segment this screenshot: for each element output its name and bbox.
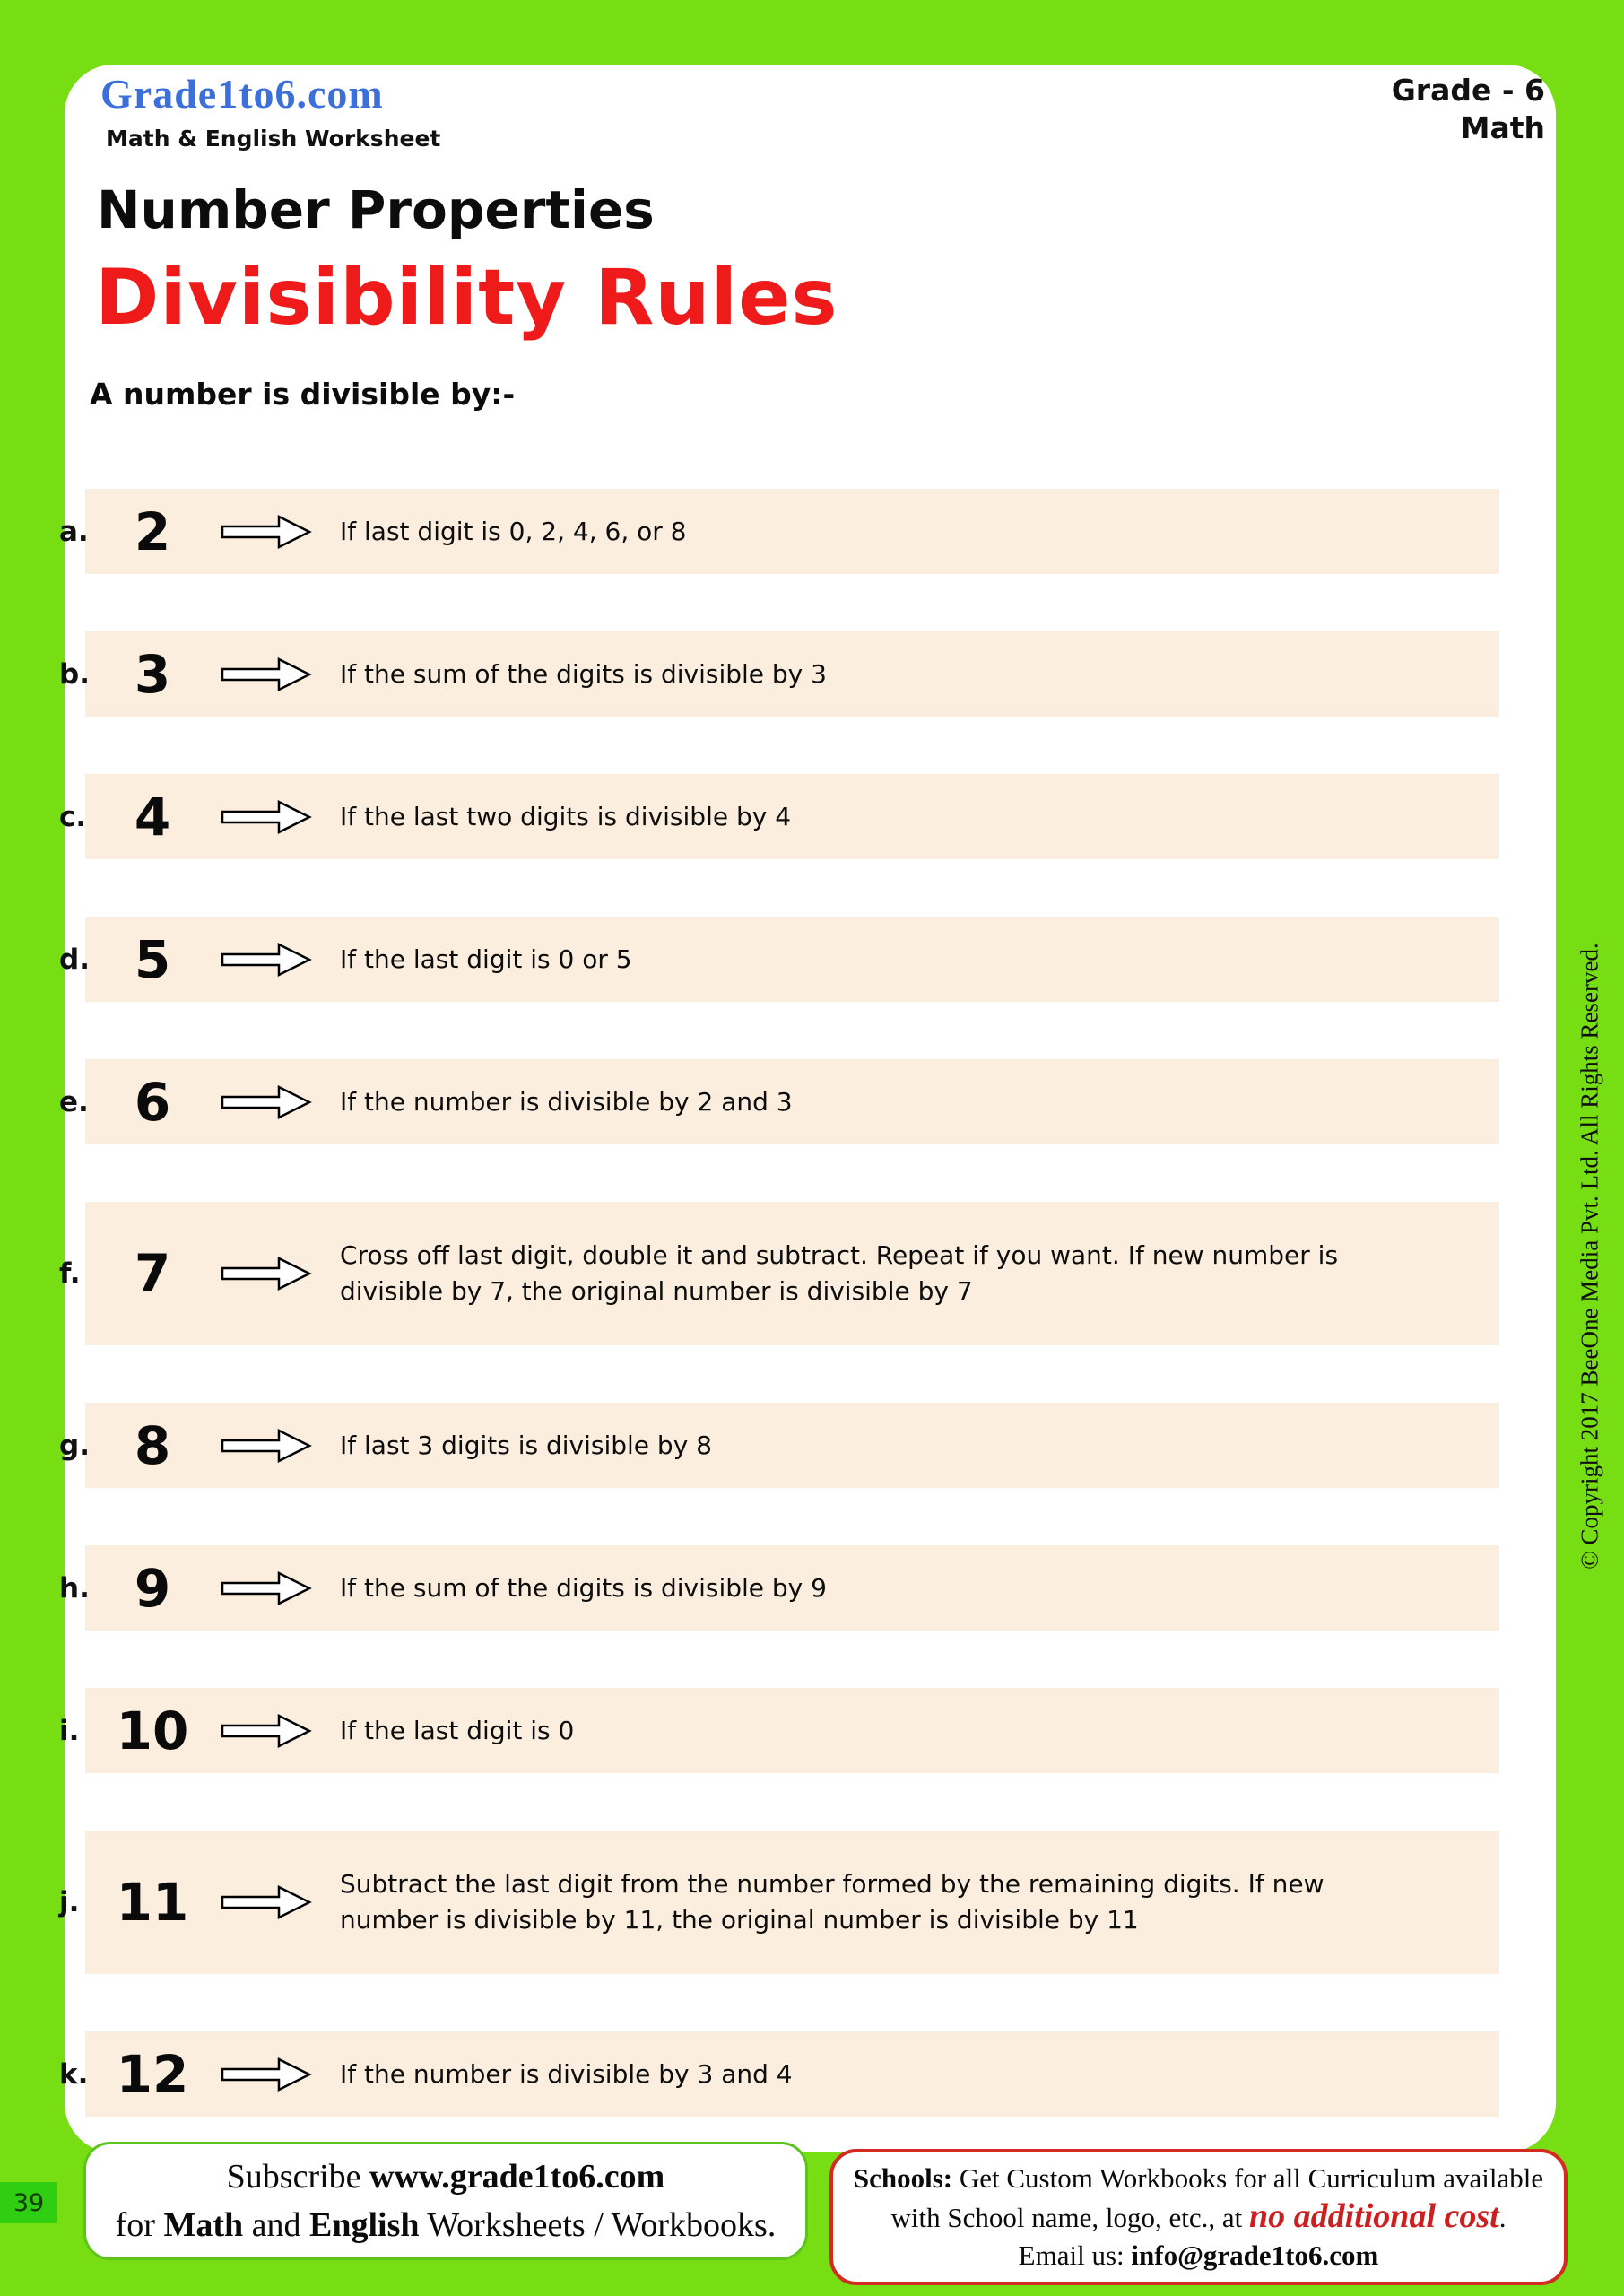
rule-strip: [85, 1545, 1499, 1631]
rule-divisor-number: 4: [134, 786, 171, 848]
right-arrow-icon: [220, 1083, 313, 1122]
subject-label: Math: [1460, 110, 1545, 145]
schools-period: .: [1498, 2202, 1507, 2233]
english-word: English: [309, 2206, 420, 2244]
rule-row: [59, 774, 1556, 859]
rule-description: If the number is divisible by 3 and 4: [340, 2058, 793, 2089]
rule-description: If the number is divisible by 2 and 3: [340, 1086, 793, 1117]
rule-strip: [85, 774, 1499, 859]
rule-letter-label: f.: [59, 1257, 81, 1290]
rule-divisor-number: 5: [134, 928, 171, 990]
rule-strip: [85, 2031, 1499, 2117]
rule-letter-label: i.: [59, 1714, 80, 1747]
rule-row: [59, 489, 1556, 574]
rule-strip: [85, 917, 1499, 1002]
rule-strip: [85, 631, 1499, 717]
subscribe-url[interactable]: www.grade1to6.com: [369, 2158, 665, 2196]
rule-divisor-number: 6: [134, 1071, 171, 1133]
rule-divisor-number: 3: [134, 643, 171, 705]
schools-label: Schools:: [853, 2162, 953, 2194]
subscribe-line-1: [227, 2152, 665, 2201]
rule-strip: [85, 489, 1499, 574]
rule-letter-label: b.: [59, 657, 90, 691]
schools-line-1: [854, 2160, 1543, 2197]
schools-line-3: [1019, 2237, 1379, 2274]
rule-divisor-number: 2: [134, 500, 171, 562]
schools-line-2: [891, 2197, 1507, 2237]
intro-text: A number is divisible by:-: [90, 377, 516, 412]
grade-label: Grade - 6: [1391, 73, 1545, 108]
rule-divisor-number: 7: [134, 1243, 171, 1304]
rule-description: If the sum of the digits is divisible by 9: [340, 1572, 827, 1603]
rule-strip: [85, 1688, 1499, 1773]
schools-text-1: Get Custom Workbooks for all Curriculum available: [959, 2162, 1544, 2194]
no-additional-cost-text: no additional cost: [1249, 2197, 1499, 2235]
right-arrow-icon: [220, 1426, 313, 1465]
rule-letter-label: a.: [59, 515, 89, 548]
rule-strip: [85, 1403, 1499, 1488]
rule-divisor-number: 9: [134, 1557, 171, 1619]
site-tagline: Math & English Worksheet: [106, 126, 441, 152]
right-arrow-icon: [220, 940, 313, 979]
for-word: for: [115, 2206, 155, 2244]
rule-letter-label: e.: [59, 1085, 89, 1118]
rule-description: If last digit is 0, 2, 4, 6, or 8: [340, 516, 687, 546]
rule-description: If last 3 digits is divisible by 8: [340, 1430, 712, 1460]
page-number-badge: 39: [0, 2182, 57, 2223]
rule-divisor-number: 11: [116, 1872, 189, 1933]
right-arrow-icon: [220, 1883, 313, 1922]
right-arrow-icon: [220, 655, 313, 694]
page-title: Divisibility Rules: [95, 253, 838, 343]
rule-description: If the last digit is 0 or 5: [340, 944, 632, 974]
right-arrow-icon: [220, 1569, 313, 1608]
rule-description: Subtract the last digit from the number formed by the remaining digits. If new number is divisible by 11, the original number is divisible by 11: [340, 1869, 1324, 1935]
schools-text-2: with School name, logo, etc., at: [890, 2202, 1243, 2233]
rule-row: [59, 631, 1556, 717]
subscribe-banner: [83, 2142, 808, 2260]
email-label: Email us:: [1018, 2239, 1125, 2271]
rule-letter-label: d.: [59, 943, 90, 976]
rule-row: [59, 1688, 1556, 1773]
rule-row: [59, 1202, 1556, 1345]
rule-row: [59, 2031, 1556, 2117]
copyright-strip: [1556, 933, 1624, 1578]
subscribe-word: Subscribe: [226, 2158, 361, 2196]
rule-description: If the last digit is 0: [340, 1715, 575, 1745]
rules-list: [59, 489, 1556, 2174]
email-address[interactable]: info@grade1to6.com: [1131, 2239, 1379, 2271]
rule-description: If the last two digits is divisible by 4: [340, 801, 792, 831]
rule-letter-label: k.: [59, 2057, 89, 2091]
and-word: and: [251, 2206, 301, 2244]
rule-description: If the sum of the digits is divisible by 3: [340, 658, 827, 689]
rule-letter-label: c.: [59, 800, 87, 833]
right-arrow-icon: [220, 512, 313, 552]
rule-row: [59, 1831, 1556, 1974]
rule-letter-label: j.: [59, 1886, 80, 1918]
copyright-text: © Copyright 2017 BeeOne Media Pvt. Ltd. All Rights Reserved.: [1576, 942, 1603, 1570]
right-arrow-icon: [220, 2055, 313, 2094]
right-arrow-icon: [220, 797, 313, 837]
right-arrow-icon: [220, 1711, 313, 1751]
rule-row: [59, 917, 1556, 1002]
site-logo-text: Grade1to6.com: [100, 71, 384, 117]
rule-row: [59, 1059, 1556, 1144]
rule-divisor-number: 8: [134, 1414, 171, 1476]
rule-description: Cross off last digit, double it and subtract. Repeat if you want. If new number is divisible by 7, the original number is divisible by 7: [340, 1240, 1339, 1306]
rule-strip: [85, 1059, 1499, 1144]
worksheets-word: Worksheets / Workbooks.: [427, 2206, 777, 2244]
rule-strip: [85, 1202, 1499, 1345]
rule-divisor-number: 10: [116, 1700, 189, 1761]
rule-row: [59, 1545, 1556, 1631]
rule-letter-label: g.: [59, 1429, 90, 1462]
rule-strip: [85, 1831, 1499, 1974]
math-word: Math: [163, 2206, 244, 2244]
subscribe-line-2: [116, 2201, 777, 2249]
rule-divisor-number: 12: [116, 2043, 189, 2105]
rule-row: [59, 1403, 1556, 1488]
right-arrow-icon: [220, 1254, 313, 1293]
rule-letter-label: h.: [59, 1571, 90, 1605]
section-title: Number Properties: [97, 179, 655, 240]
grade-subject-block: [1392, 72, 1545, 147]
schools-banner: [829, 2149, 1568, 2285]
